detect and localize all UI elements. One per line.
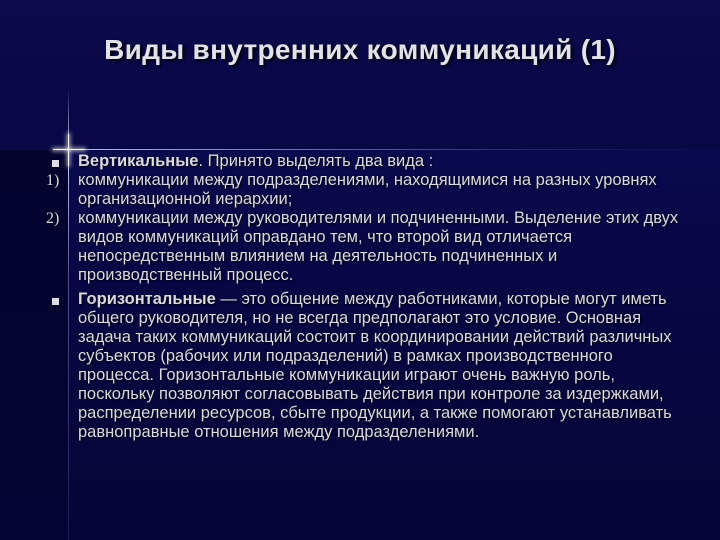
slide-title: Виды внутренних коммуникаций (1) bbox=[104, 34, 616, 65]
item-text: коммуникации между подразделениями, находящимися на разных уровнях организационной иерархии; bbox=[78, 171, 657, 208]
horizontal-divider bbox=[62, 149, 720, 150]
item-text: коммуникации между руководителями и подчиненными. Выделение этих двух видов коммуникаций оправдано тем, что второй вид отличается непосредственным влиянием на деятельность подчиненных и производственный процесс. bbox=[78, 209, 679, 284]
term-vertical: Вертикальные bbox=[78, 152, 199, 170]
slide-body bbox=[46, 152, 686, 442]
list-item-1 bbox=[46, 171, 686, 209]
list-number: 2) bbox=[46, 210, 60, 227]
item-text: . Принято выделять два вида : bbox=[198, 152, 434, 170]
list-item-horizontal bbox=[46, 290, 686, 442]
list-item-2 bbox=[46, 209, 686, 285]
list-number: 1) bbox=[46, 172, 60, 189]
list-item-vertical bbox=[46, 152, 686, 171]
title-band bbox=[0, 0, 720, 150]
term-horizontal: Горизонтальные bbox=[78, 290, 216, 308]
item-text: — это общение между работниками, которые могут иметь общего руководителя, но не всегда предполагают это условие. Основная задача таких коммуникаций состоит в координировании действий различных субъектов (рабочих или подразделений) в рамках производственного процесса. Горизонтальные коммуникации играют очень важную роль, поскольку позволяют согласовывать действия при контроле за издержками, распределении ресурсов, сбыте продукции, а также помогают устанавливать равноправные отношения между подразделениями. bbox=[78, 290, 672, 441]
